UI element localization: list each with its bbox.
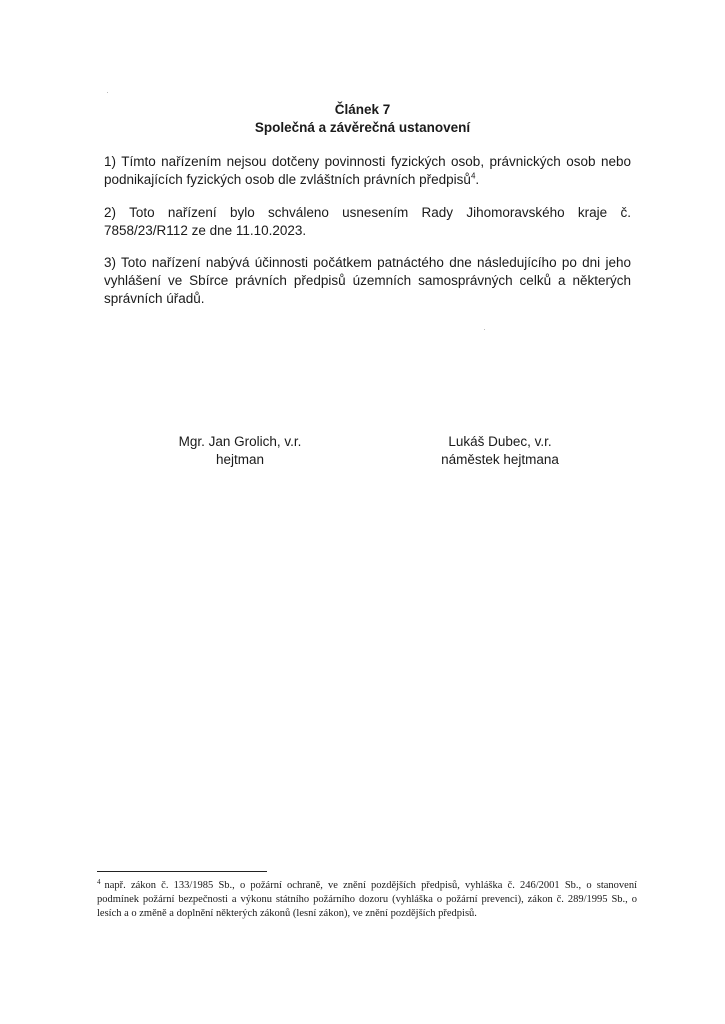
footnote [97, 879, 637, 921]
signature-block-deputy [390, 433, 610, 469]
paragraph-1-text: 1) Tímto nařízením nejsou dotčeny povinnosti fyzických osob, právnických osob nebo podnikajících fyzických osob dle zvláštních právních předpisů [104, 154, 631, 187]
paragraph-1 [104, 153, 631, 189]
paragraph-1-end: . [475, 172, 480, 187]
footnote-mark: 4 [97, 877, 101, 886]
footnote-separator [97, 871, 267, 872]
footnote-text: např. zákon č. 133/1985 Sb., o požární ochraně, ve znění pozdějších předpisů, vyhláška č. 246/2001 Sb., o stanovení podmínek požární bezpečnosti a výkonu státního požárního dozoru (vyhláška o požární prevenci), zákon č. 289/1995 Sb., o lesích a o změně a doplnění některých zákonů (lesní zákon), ve znění pozdějších předpisů. [97, 880, 637, 919]
signatory-name: Lukáš Dubec, v.r. [448, 434, 552, 449]
article-title: Společná a závěrečná ustanovení [254, 120, 471, 135]
signature-block-governor [130, 433, 350, 469]
paragraph-2: 2) Toto nařízení bylo schváleno usnesením Rady Jihomoravského kraje č. 7858/23/R112 ze dne 11.10.2023. [104, 205, 631, 238]
scan-speck [107, 92, 108, 93]
paragraph-3: 3) Toto nařízení nabývá účinnosti počátkem patnáctého dne následujícího po dni jeho vyhlášení ve Sbírce právních předpisů územních samosprávných celků a některých správních úřadů. [104, 255, 631, 306]
footnote-reference[interactable]: 4 [470, 171, 476, 181]
scan-speck [484, 329, 485, 330]
signatory-role: náměstek hejtmana [441, 452, 559, 467]
signatory-role: hejtman [215, 452, 265, 467]
article-number: Článek 7 [334, 102, 391, 117]
signatory-name: Mgr. Jan Grolich, v.r. [178, 434, 302, 449]
article-heading [0, 101, 725, 137]
